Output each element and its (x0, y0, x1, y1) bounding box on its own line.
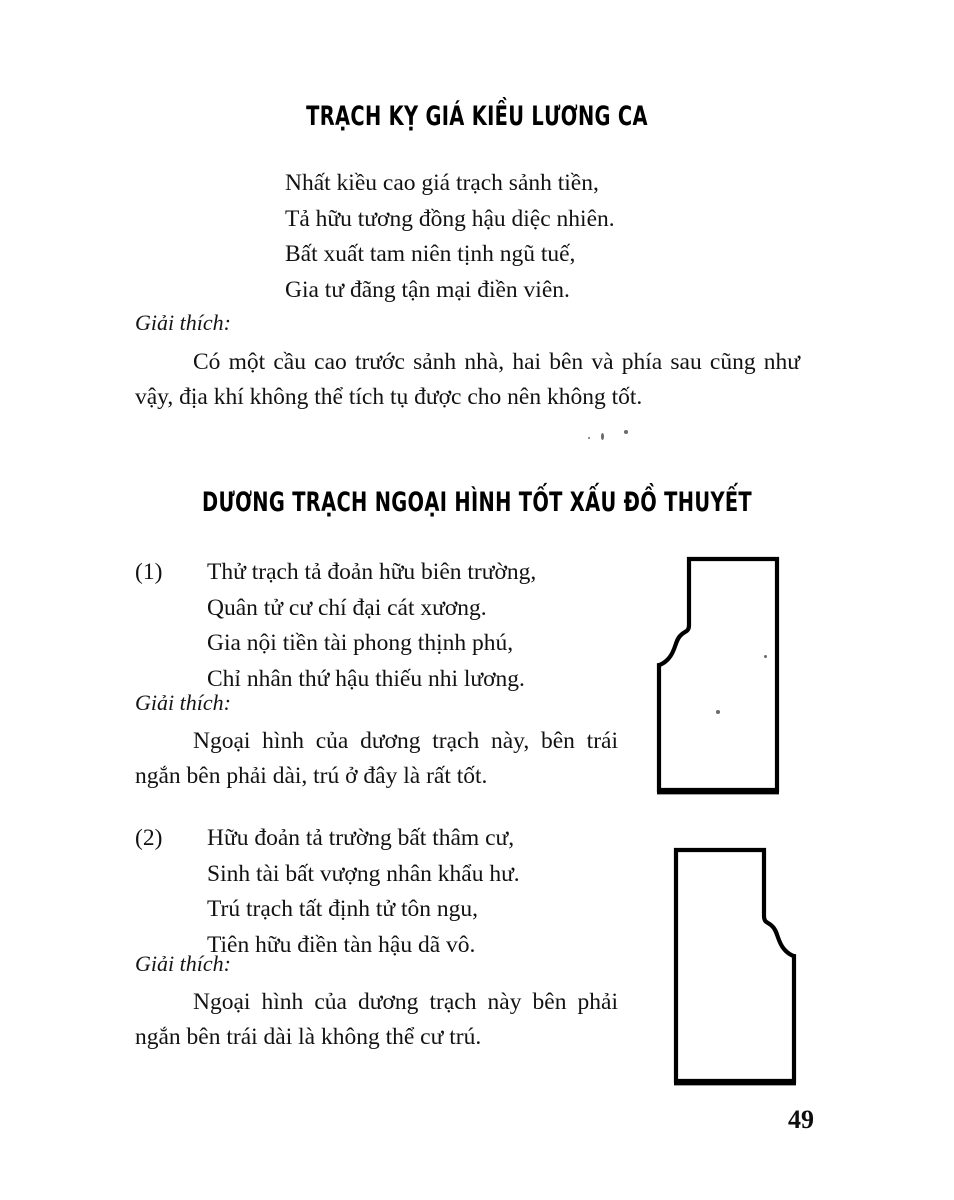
explanation-body: Ngoại hình của dương trạch này, bên trái ngắn bên phải dài, trú ở đây là rất tốt. (135, 728, 618, 789)
scan-speck (588, 437, 590, 439)
verse-line: Thử trạch tả đoản hữu biên trường, (207, 559, 537, 585)
explanation-label: Giải thích: (135, 310, 231, 335)
verse-line: Tả hữu tương đồng hậu diệc nhiên. (285, 205, 615, 232)
explanation-body: Ngoại hình của dương trạch này bên phải ngắn bên trái dài là không thể cư trú. (135, 989, 618, 1050)
verse-line: Gia nội tiền tài phong thịnh phú, (207, 630, 514, 656)
poem-section-1 (285, 166, 615, 308)
verse-line: Tiên hữu điền tàn hậu dã vô. (207, 931, 476, 958)
item-number: (1) (135, 559, 163, 585)
verse-line: Bất xuất tam niên tịnh ngũ tuế, (285, 241, 576, 267)
scan-speck (716, 710, 720, 714)
verse-line: Gia tư đãng tận mại điền viên. (285, 276, 570, 303)
numbered-item-2 (135, 821, 520, 963)
explanation-label: Giải thích: (135, 951, 231, 976)
explanation-body: Có một cầu cao trước sảnh nhà, hai bên và phía sau cũng như vậy, địa khí không thể tích tụ được cho nên không tốt. (135, 349, 800, 410)
diagram-duong-trach-2 (648, 836, 808, 1091)
verse-line: Hữu đoản tả trường bất thâm cư, (207, 825, 515, 851)
item-number: (2) (135, 825, 163, 851)
verse-line: Trú trạch tất định tử tôn ngu, (207, 896, 479, 922)
section-title-duong-trach-ngoai-hinh-tot-xau-do-thuyet: DƯƠNG TRẠCH NGOẠI HÌNH TỐT XẤU ĐỒ THUYẾT (201, 487, 753, 518)
verse-line: Sinh tài bất vượng nhân khẩu hư. (207, 860, 520, 887)
verse-line: Quân tử cư chí đại cát xương. (207, 594, 487, 621)
scan-speck (601, 433, 604, 440)
house-outline-right-short-left-long-icon (648, 836, 808, 1086)
verse-line: Nhất kiều cao giá trạch sảnh tiền, (285, 170, 599, 196)
page-number: 49 (788, 1105, 814, 1134)
scan-speck (764, 655, 767, 658)
section-title-trach-ky-gia-kieu-luong-ca: TRẠCH KỴ GIÁ KIỀU LƯƠNG CA (306, 101, 648, 132)
verse-line: Chỉ nhân thứ hậu thiếu nhi lương. (207, 665, 525, 692)
house-outline-left-short-right-long-icon (645, 545, 805, 795)
explanation-label: Giải thích: (135, 690, 231, 715)
diagram-duong-trach-1 (645, 545, 805, 800)
numbered-item-1 (135, 555, 536, 697)
scan-speck (624, 430, 628, 434)
